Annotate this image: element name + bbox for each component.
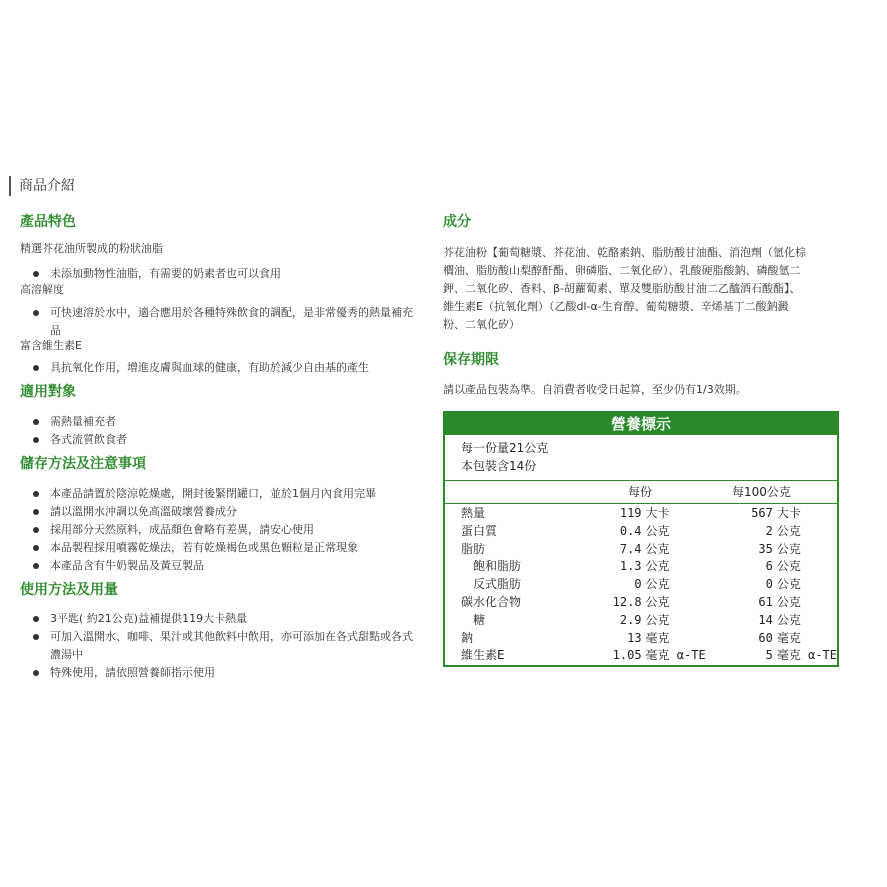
table-row bbox=[461, 505, 837, 523]
per-100g-unit: 公克 bbox=[776, 612, 801, 627]
col-per-100g-header: 每100公克 bbox=[732, 485, 791, 499]
storage-list bbox=[20, 485, 420, 575]
per-100g-unit: 公克 bbox=[776, 523, 801, 538]
list-item: 可快速溶於水中，適合應用於各種特殊飲食的調配，是非常優秀的熱量補充品 bbox=[20, 304, 420, 340]
per-serving-unit: 公克 bbox=[645, 577, 670, 592]
nutrient-name: 鈉 bbox=[461, 630, 474, 645]
per-serving-value: 12.8 bbox=[612, 594, 642, 609]
table-row bbox=[461, 541, 837, 559]
per-100g-unit: 大卡 bbox=[776, 506, 801, 520]
divider bbox=[445, 503, 837, 504]
nutrient-name: 蛋白質 bbox=[461, 523, 498, 538]
list-item: 請以溫開水沖調以免高溫破壞營養成分 bbox=[20, 503, 420, 521]
per-serving-value: 1.05 bbox=[612, 648, 642, 663]
per-100g-value: 5 bbox=[765, 648, 773, 663]
ingredients-line-5: 粉、二氧化矽） bbox=[443, 318, 520, 331]
nutrient-name: 維生素E bbox=[461, 648, 505, 663]
feature-title-1: 精選芥花油所製成的粉狀油脂 bbox=[20, 242, 163, 255]
ingredients-line-1: 芥花油粉【葡萄糖漿、芥花油、乾酪素鈉、脂肪酸甘油酯、消泡劑（氫化棕 bbox=[443, 246, 806, 259]
per-100g-value: 14 bbox=[758, 612, 773, 627]
table-row bbox=[461, 523, 837, 541]
nutrient-name: 飽和脂肪 bbox=[461, 559, 522, 574]
feature-list-2 bbox=[20, 304, 420, 340]
col-per-serving-header: 每份 bbox=[628, 485, 653, 499]
per-serving-value: 0.4 bbox=[619, 523, 642, 538]
nutrition-title: 營養標示 bbox=[445, 413, 837, 435]
serving-size: 每一份量21公克 bbox=[461, 441, 549, 455]
shelf-life-heading: 保存期限 bbox=[443, 352, 499, 368]
nutrient-name: 脂肪 bbox=[461, 541, 486, 556]
per-serving-value: 7.4 bbox=[619, 541, 642, 556]
nutrition-facts-box bbox=[443, 411, 839, 667]
per-serving-unit: 公克 bbox=[645, 541, 670, 556]
servings-per-package: 本包裝含14份 bbox=[461, 459, 537, 473]
list-item: 可加入溫開水、咖啡、果汁或其他飲料中飲用，亦可添加在各式甜點或各式濃湯中 bbox=[20, 628, 420, 664]
serving-info bbox=[461, 439, 548, 475]
audience-heading: 適用對象 bbox=[20, 384, 76, 400]
per-100g-value: 6 bbox=[765, 559, 773, 574]
per-serving-unit: 毫克 α-TE bbox=[645, 648, 706, 663]
per-serving-unit: 毫克 bbox=[645, 630, 670, 645]
nutrient-name: 反式脂肪 bbox=[461, 577, 522, 592]
list-item: 各式流質飲食者 bbox=[20, 431, 420, 449]
per-serving-value: 119 bbox=[619, 506, 642, 520]
per-100g-unit: 公克 bbox=[776, 541, 801, 556]
ingredients-heading: 成分 bbox=[443, 214, 471, 230]
table-row bbox=[461, 576, 837, 594]
feature-list-3 bbox=[20, 359, 420, 377]
per-serving-value: 13 bbox=[627, 630, 642, 645]
ingredients-line-2: 櫚油、脂肪酸山梨醇酐酯、卵磷脂、二氧化矽）、乳酸硬脂酸鈉、磷酸氫二 bbox=[443, 264, 801, 277]
divider bbox=[445, 480, 837, 481]
table-row bbox=[461, 558, 837, 576]
shelf-life-text: 請以產品包裝為準。自消費者收受日起算，至少仍有1/3效期。 bbox=[443, 383, 747, 396]
ingredients-line-4: 維生素E（抗氧化劑）（乙酸dl-α-生育醇、葡萄糖漿、辛烯基丁二酸鈉澱 bbox=[443, 300, 789, 313]
per-serving-unit: 公克 bbox=[645, 612, 670, 627]
list-item: 具抗氧化作用，增進皮膚與血球的健康，有助於減少自由基的產生 bbox=[20, 359, 420, 377]
list-item: 未添加動物性油脂，有需要的奶素者也可以食用 bbox=[20, 265, 420, 283]
per-serving-unit: 公克 bbox=[645, 559, 670, 574]
nutrient-name: 熱量 bbox=[461, 506, 486, 520]
nutrient-name: 糖 bbox=[461, 612, 486, 627]
per-100g-unit: 毫克 α-TE bbox=[776, 648, 837, 663]
per-serving-unit: 公克 bbox=[645, 523, 670, 538]
list-item: 3平匙( 約21公克)益補提供119大卡熱量 bbox=[20, 610, 420, 628]
feature-title-2: 高溶解度 bbox=[20, 283, 64, 296]
storage-heading: 儲存方法及注意事項 bbox=[20, 456, 146, 472]
per-100g-value: 0 bbox=[765, 577, 773, 592]
table-row bbox=[461, 630, 837, 648]
page-title: 商品介紹 bbox=[9, 176, 75, 196]
audience-list bbox=[20, 413, 420, 449]
nutrient-name: 碳水化合物 bbox=[461, 594, 522, 609]
features-heading: 產品特色 bbox=[20, 214, 76, 230]
per-100g-unit: 公克 bbox=[776, 594, 801, 609]
usage-list bbox=[20, 610, 420, 682]
table-row bbox=[461, 612, 837, 630]
per-serving-unit: 大卡 bbox=[645, 506, 670, 520]
nutrition-table bbox=[461, 505, 837, 665]
per-100g-unit: 公克 bbox=[776, 559, 801, 574]
feature-title-3: 富含維生素E bbox=[20, 339, 82, 352]
list-item: 本產品請置於陰涼乾燥處，開封後緊閉罐口，並於1個月內食用完畢 bbox=[20, 485, 420, 503]
per-100g-value: 61 bbox=[758, 594, 773, 609]
list-item: 本產品含有牛奶製品及黃豆製品 bbox=[20, 557, 420, 575]
list-item: 需熱量補充者 bbox=[20, 413, 420, 431]
per-100g-value: 567 bbox=[751, 506, 773, 520]
per-serving-value: 1.3 bbox=[619, 559, 642, 574]
ingredients-line-3: 鉀、二氧化矽、香料、β-胡蘿蔔素、單及雙脂肪酸甘油二乙醯酒石酸酯】、 bbox=[443, 282, 801, 295]
per-100g-value: 60 bbox=[758, 630, 773, 645]
list-item: 特殊使用，請依照營養師指示使用 bbox=[20, 664, 420, 682]
usage-heading: 使用方法及用量 bbox=[20, 582, 118, 598]
per-serving-value: 0 bbox=[634, 577, 642, 592]
table-row bbox=[461, 647, 837, 665]
per-serving-value: 2.9 bbox=[619, 612, 642, 627]
per-100g-unit: 毫克 bbox=[776, 630, 801, 645]
table-row bbox=[461, 594, 837, 612]
per-serving-unit: 公克 bbox=[645, 594, 670, 609]
list-item: 本品製程採用噴霧乾燥法，若有乾燥褐色或黑色顆粒是正常現象 bbox=[20, 539, 420, 557]
per-100g-unit: 公克 bbox=[776, 577, 801, 592]
feature-list-1 bbox=[20, 265, 420, 283]
per-100g-value: 2 bbox=[765, 523, 773, 538]
per-100g-value: 35 bbox=[758, 541, 773, 556]
list-item: 採用部分天然原料，成品顏色會略有差異，請安心使用 bbox=[20, 521, 420, 539]
